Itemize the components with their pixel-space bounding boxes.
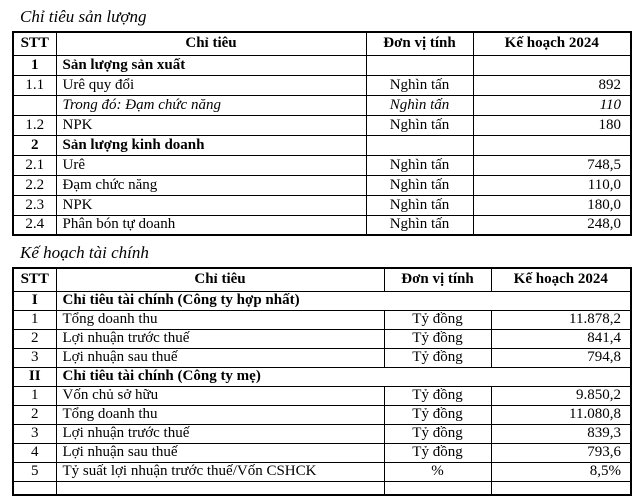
cell-stt: 1	[13, 386, 56, 405]
cell-stt: 2.1	[13, 155, 56, 175]
cell-value: 110	[473, 95, 631, 115]
table-row	[13, 55, 631, 75]
cell-unit: Nghìn tấn	[366, 175, 473, 195]
cell-unit: Tỷ đồng	[384, 329, 491, 348]
cell-value: 180,0	[473, 195, 631, 215]
cell-stt: 4	[13, 443, 56, 462]
cell-unit: Tỷ đồng	[384, 405, 491, 424]
cell-stt: 2.4	[13, 215, 56, 235]
cell-value: 794,8	[491, 348, 631, 367]
cell-name: Urê quy đổi	[56, 75, 366, 95]
cell-stt: 1.1	[13, 75, 56, 95]
production-table	[12, 31, 632, 236]
cell-name: Lợi nhuận trước thuế	[56, 424, 384, 443]
cell-name: Đạm chức năng	[56, 175, 366, 195]
cell-name: NPK	[56, 195, 366, 215]
cell-name: Vốn chủ sở hữu	[56, 386, 384, 405]
cell-stt: 2	[13, 135, 56, 155]
cell-value	[473, 135, 631, 155]
cell-stt: 1.2	[13, 115, 56, 135]
production-section-title: Chỉ tiêu sản lượng	[20, 7, 147, 26]
cell-stt: 2	[13, 329, 56, 348]
table-row	[13, 215, 631, 235]
cell-value: 841,4	[491, 329, 631, 348]
cell-unit: Tỷ đồng	[384, 310, 491, 329]
column-header-unit: Đơn vị tính	[384, 268, 491, 291]
cell-unit: Nghìn tấn	[366, 75, 473, 95]
cell-value: 748,5	[473, 155, 631, 175]
table-row	[13, 135, 631, 155]
table-row	[13, 348, 631, 367]
table-row	[13, 175, 631, 195]
cell-value: 11.080,8	[491, 405, 631, 424]
cell-value: 11.878,2	[491, 310, 631, 329]
table-header-row	[13, 268, 631, 291]
cell-name: Urê	[56, 155, 366, 175]
cell-name: Tổng doanh thu	[56, 405, 384, 424]
cell-unit: Tỷ đồng	[384, 386, 491, 405]
cell-name: Trong đó: Đạm chức năng	[56, 95, 366, 115]
cell-unit: Tỷ đồng	[384, 424, 491, 443]
cell-value: 839,3	[491, 424, 631, 443]
table-row	[13, 481, 631, 495]
table-row	[13, 115, 631, 135]
table-row	[13, 155, 631, 175]
column-header-plan: Kế hoạch 2024	[473, 32, 631, 55]
cell-unit: Nghìn tấn	[366, 95, 473, 115]
cell-value: 9.850,2	[491, 386, 631, 405]
cell-name: Lợi nhuận sau thuế	[56, 348, 384, 367]
cell-value: 110,0	[473, 175, 631, 195]
table-row	[13, 367, 631, 386]
table-header-row	[13, 32, 631, 55]
cell-name: Lợi nhuận sau thuế	[56, 443, 384, 462]
cell-value	[491, 481, 631, 495]
finance-section-title: Kế hoạch tài chính	[20, 243, 149, 262]
cell-value: 180	[473, 115, 631, 135]
table-row	[13, 462, 631, 481]
column-header-stt: STT	[13, 32, 56, 55]
cell-stt: 5	[13, 462, 56, 481]
cell-value: 248,0	[473, 215, 631, 235]
cell-stt: 3	[13, 348, 56, 367]
cell-name: Phân bón tự doanh	[56, 215, 366, 235]
cell-name: Sản lượng kinh doanh	[56, 135, 366, 155]
table-row	[13, 424, 631, 443]
cell-unit: Nghìn tấn	[366, 115, 473, 135]
table-row	[13, 310, 631, 329]
column-header-unit: Đơn vị tính	[366, 32, 473, 55]
table-row	[13, 405, 631, 424]
cell-unit: Nghìn tấn	[366, 155, 473, 175]
table-row	[13, 386, 631, 405]
finance-table	[12, 267, 632, 496]
cell-value: 8,5%	[491, 462, 631, 481]
cell-stt: I	[13, 291, 56, 310]
cell-stt: 3	[13, 424, 56, 443]
cell-stt: 2	[13, 405, 56, 424]
column-header-name: Chỉ tiêu	[56, 268, 384, 291]
cell-unit	[366, 55, 473, 75]
cell-value	[473, 55, 631, 75]
cell-name: Lợi nhuận trước thuế	[56, 329, 384, 348]
cell-unit: Tỷ đồng	[384, 348, 491, 367]
cell-stt: 1	[13, 310, 56, 329]
cell-name: Sản lượng sản xuất	[56, 55, 366, 75]
cell-name: Tỷ suất lợi nhuận trước thuế/Vốn CSHCK	[56, 462, 384, 481]
cell-name: Tổng doanh thu	[56, 310, 384, 329]
column-header-plan: Kế hoạch 2024	[491, 268, 631, 291]
cell-name: Chỉ tiêu tài chính (Công ty mẹ)	[56, 367, 631, 386]
cell-unit: Nghìn tấn	[366, 195, 473, 215]
cell-stt: 2.3	[13, 195, 56, 215]
table-row	[13, 443, 631, 462]
cell-unit	[366, 135, 473, 155]
table-row	[13, 291, 631, 310]
table-row	[13, 95, 631, 115]
cell-name	[56, 481, 384, 495]
cell-stt	[13, 95, 56, 115]
cell-unit: Nghìn tấn	[366, 215, 473, 235]
column-header-stt: STT	[13, 268, 56, 291]
cell-value: 793,6	[491, 443, 631, 462]
table-row	[13, 329, 631, 348]
cell-stt: II	[13, 367, 56, 386]
cell-stt: 2.2	[13, 175, 56, 195]
cell-stt	[13, 481, 56, 495]
column-header-name: Chỉ tiêu	[56, 32, 366, 55]
cell-unit: Tỷ đồng	[384, 443, 491, 462]
cell-stt: 1	[13, 55, 56, 75]
cell-unit	[384, 481, 491, 495]
table-row	[13, 195, 631, 215]
cell-value: 892	[473, 75, 631, 95]
cell-name: NPK	[56, 115, 366, 135]
cell-name: Chỉ tiêu tài chính (Công ty hợp nhất)	[56, 291, 631, 310]
cell-unit: %	[384, 462, 491, 481]
table-row	[13, 75, 631, 95]
